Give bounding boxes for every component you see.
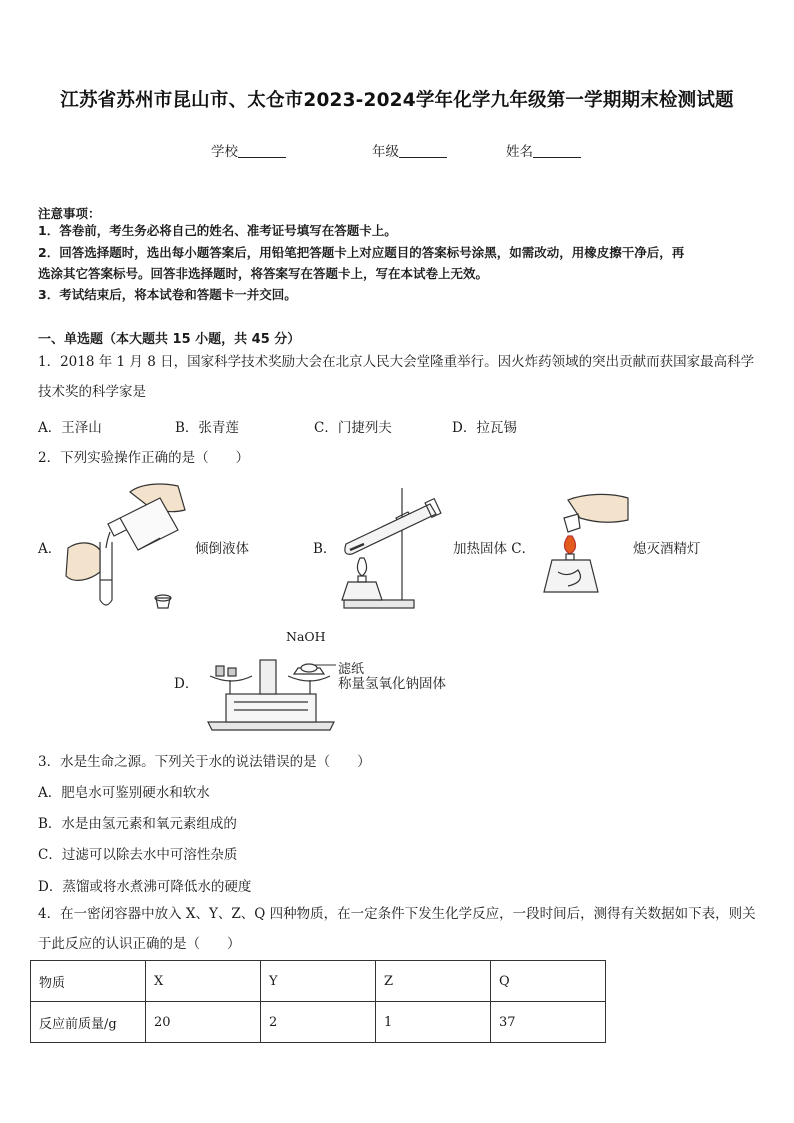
filter-label: 滤纸 — [338, 662, 365, 677]
table-header-cell: 物质 — [31, 961, 146, 1002]
q2-caption-a: 倾倒液体 — [195, 541, 249, 557]
q2-stem: 2．下列实验操作正确的是（ ） — [38, 450, 250, 466]
table-header-cell: Z — [376, 961, 491, 1002]
grade-field[interactable] — [372, 140, 447, 160]
table-cell: 37 — [491, 1002, 606, 1043]
q1-option-d[interactable]: D．拉瓦锡 — [452, 420, 517, 436]
section-heading: 一、单选题（本大题共 15 小题，共 45 分） — [38, 332, 301, 347]
table-cell: 1 — [376, 1002, 491, 1043]
table-cell: 20 — [146, 1002, 261, 1043]
page-title: 江苏省苏州市昆山市、太仓市2023-2024学年化学九年级第一学期期末检测试题 — [60, 90, 734, 111]
table-row — [31, 1002, 606, 1043]
name-field[interactable] — [506, 140, 581, 160]
q2-option-a[interactable]: A． — [38, 541, 62, 557]
table-header-cell: X — [146, 961, 261, 1002]
notice-heading: 注意事项： — [38, 206, 101, 221]
q1-option-a[interactable]: A．王泽山 — [38, 420, 102, 436]
heat-solid-illustration — [330, 478, 450, 613]
naoh-label: NaOH — [286, 629, 326, 644]
school-label: 学校 — [211, 144, 238, 160]
data-table — [30, 960, 606, 1043]
notice-item: 1．答卷前，考生务必将自己的姓名、准考证号填写在答题卡上。 — [38, 223, 397, 238]
grade-label: 年级 — [372, 144, 399, 160]
notice-item: 3．考试结束后，将本试卷和答题卡一并交回。 — [38, 287, 297, 302]
table-header-cell: Y — [261, 961, 376, 1002]
table-header-cell: Q — [491, 961, 606, 1002]
q1-option-c[interactable]: C．门捷列夫 — [314, 420, 392, 436]
q4-stem: 4．在一密闭容器中放入 X、Y、Z、Q 四种物质，在一定条件下发生化学反应，一段时间后，测得有关数据如下表，则关于此反应的认识正确的是（ ） — [38, 906, 756, 952]
table-cell: 反应前质量/g — [31, 1002, 146, 1043]
notice-item: 2．回答选择题时，选出每小题答案后，用铅笔把答题卡上对应题目的答案标号涂黑，如需改动，用橡皮擦干净后，再 — [38, 245, 685, 260]
notice-item: 选涂其它答案标号。回答非选择题时，将答案写在答题卡上，写在本试卷上无效。 — [38, 266, 489, 281]
q1-option-b[interactable]: B．张青莲 — [175, 420, 239, 436]
q2-option-b[interactable]: B． — [313, 541, 337, 557]
q2-caption-b: 加热固体 C． — [453, 541, 536, 557]
q3-option-d[interactable]: D．蒸馏或将水煮沸可降低水的硬度 — [38, 879, 252, 895]
table-header-row — [31, 961, 606, 1002]
table-cell: 2 — [261, 1002, 376, 1043]
name-label: 姓名 — [506, 144, 533, 160]
q1-stem: 1．2018 年 1 月 8 日，国家科学技术奖励大会在北京人民大会堂隆重举行。因火炸药领域的突出贡献而获国家最高科学技术奖的科学家是 — [38, 354, 755, 400]
q2-caption-c: 熄灭酒精灯 — [633, 541, 701, 557]
q3-option-c[interactable]: C．过滤可以除去水中可溶性杂质 — [38, 847, 238, 863]
q2-option-d[interactable]: D． — [174, 676, 199, 692]
grade-blank[interactable] — [399, 143, 447, 158]
q3-option-a[interactable]: A．肥皂水可鉴别硬水和软水 — [38, 785, 210, 801]
q3-stem: 3．水是生命之源。下列关于水的说法错误的是（ ） — [38, 754, 371, 770]
pour-liquid-illustration — [60, 480, 190, 615]
extinguish-lamp-illustration — [538, 492, 630, 600]
q2-caption-d: 称量氢氧化钠固体 — [338, 676, 446, 692]
school-field[interactable] — [211, 140, 286, 160]
name-blank[interactable] — [533, 143, 581, 158]
filter-pointer-line — [314, 660, 338, 670]
school-blank[interactable] — [238, 143, 286, 158]
q3-option-b[interactable]: B．水是由氢元素和氧元素组成的 — [38, 816, 237, 832]
